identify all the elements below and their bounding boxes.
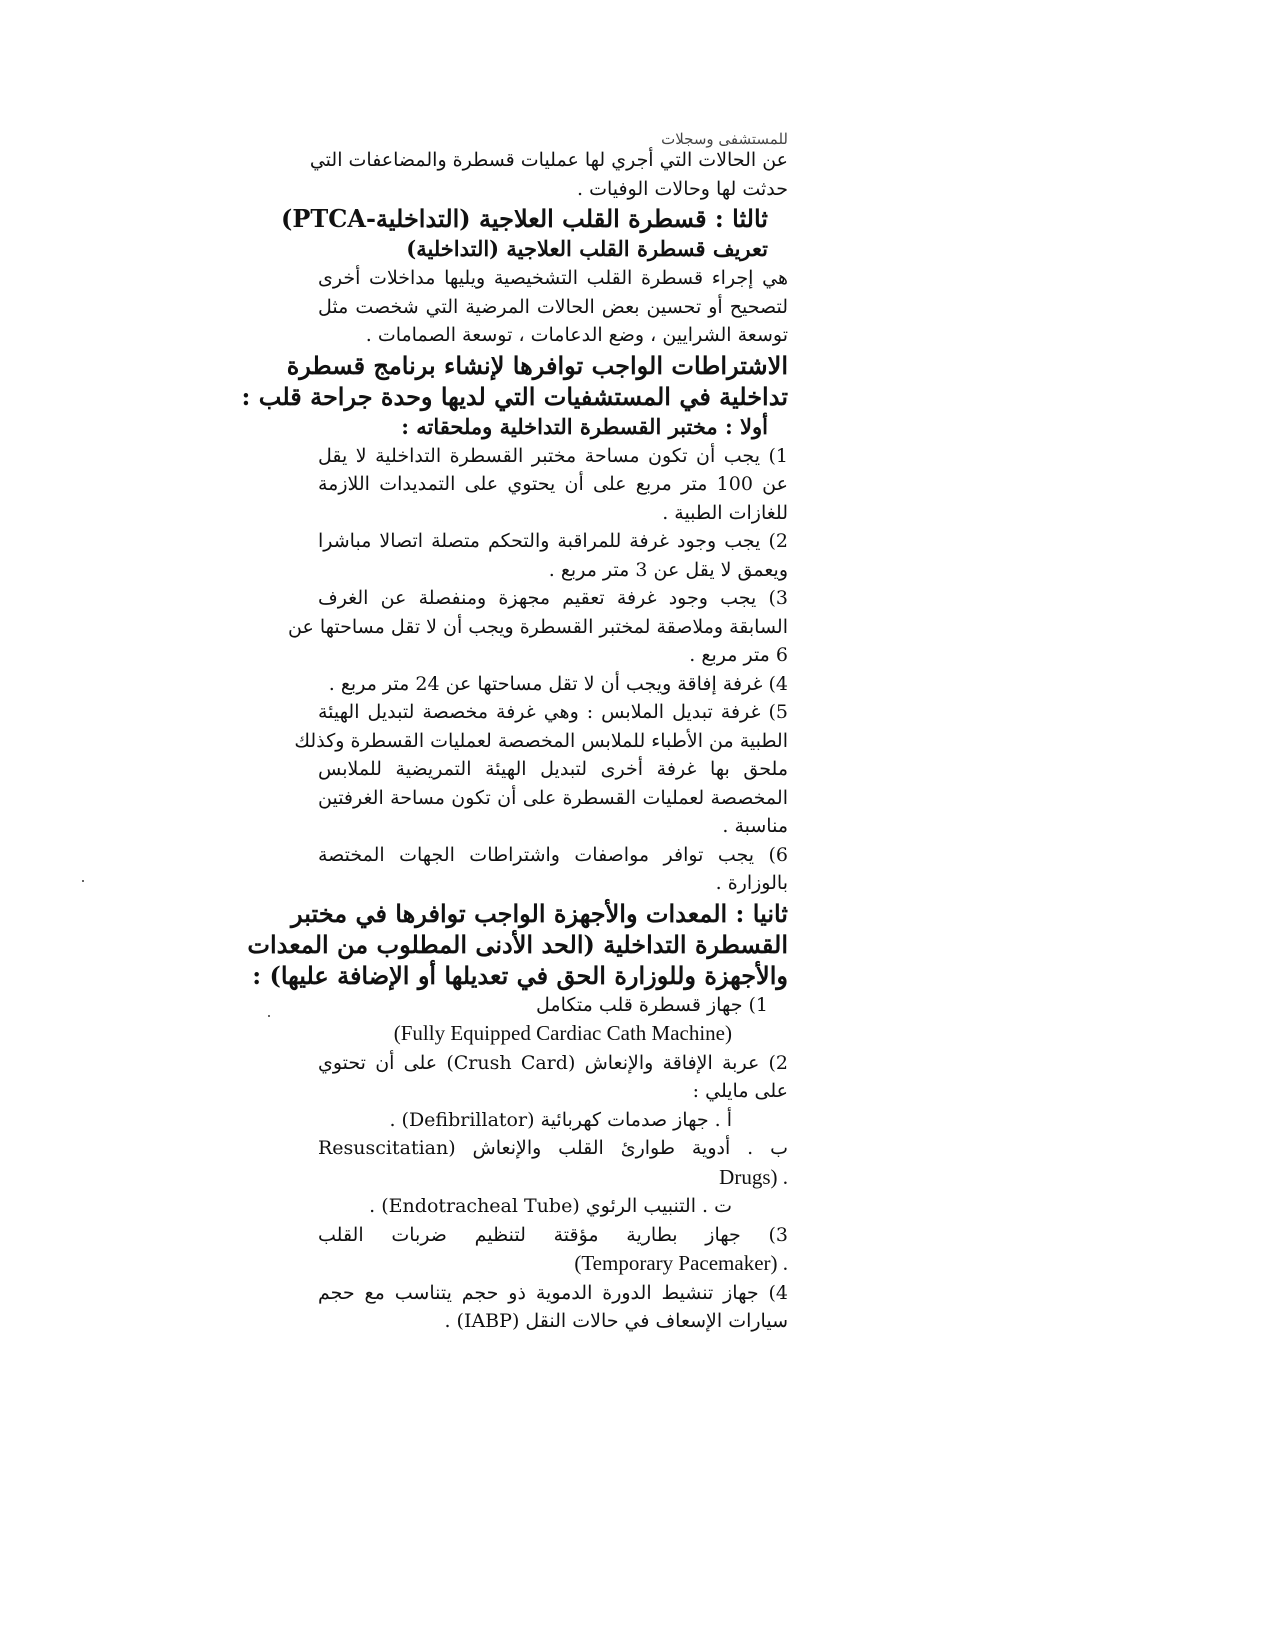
item-b-line: ب . أدوية طوارئ القلب والإنعاش (Resuscitatian bbox=[318, 1137, 788, 1159]
document-line: تعريف قسطرة القلب العلاجية (التداخلية) bbox=[406, 236, 768, 261]
document-line: توسعة الشرايين ، وضع الدعامات ، توسعة الصمامات . bbox=[365, 324, 788, 346]
document-line: تداخلية في المستشفيات التي لديها وحدة جراحة قلب : bbox=[241, 381, 788, 411]
document-line: 4) غرفة إفاقة ويجب أن لا تقل مساحتها عن 24 متر مربع . bbox=[328, 672, 788, 695]
document-line: 6 متر مربع . bbox=[689, 644, 788, 666]
document-line: ملحق بها غرفة أخرى لتبديل الهيئة التمريضية للملابس bbox=[318, 758, 788, 780]
document-line: السابقة وملاصقة لمختبر القسطرة ويجب أن لا تقل مساحتها عن bbox=[288, 615, 788, 638]
document-line: هي إجراء قسطرة القلب التشخيصية ويليها مداخلات أخرى bbox=[318, 267, 788, 289]
item-3-line-2 bbox=[318, 1249, 788, 1279]
document-line: القسطرة التداخلية (الحد الأدنى المطلوب من المعدات bbox=[247, 929, 788, 959]
document-line: أولا : مختبر القسطرة التداخلية وملحقاته : bbox=[401, 413, 768, 439]
document-line: ويعمق لا يقل عن 3 متر مربع . bbox=[548, 558, 788, 581]
machine-english-text: (Fully Equipped Cardiac Cath Machine) bbox=[393, 1021, 732, 1045]
document-line: حدثت لها وحالات الوفيات . bbox=[576, 177, 788, 200]
item-3-english-text: (Temporary Pacemaker) . bbox=[574, 1251, 788, 1275]
document-line: 5) غرفة تبديل الملابس : وهي غرفة مخصصة لتبديل الهيئة bbox=[318, 701, 788, 723]
document-line: المخصصة لعمليات القسطرة على أن تكون مساحة الغرفتين bbox=[318, 786, 788, 809]
document-line: الاشتراطات الواجب توافرها لإنشاء برنامج قسطرة bbox=[286, 350, 788, 380]
document-line: 2) يجب وجود غرفة للمراقبة والتحكم متصلة اتصالا مباشرا bbox=[318, 530, 788, 552]
document-line: 1) يجب أن تكون مساحة مختبر القسطرة التداخلية لا يقل bbox=[318, 444, 788, 467]
document-line: عن 100 متر مربع على أن يحتوي على التمديدات اللازمة bbox=[318, 473, 788, 495]
item-a-line: أ . جهاز صدمات كهربائية (Defibrillator) . bbox=[389, 1108, 732, 1131]
item-3-line: 3) جهاز بطارية مؤقتة لتنظيم ضربات القلب bbox=[318, 1223, 788, 1246]
document-line: 3) يجب وجود غرفة تعقيم مجهزة ومنفصلة عن الغرف bbox=[318, 587, 788, 609]
crash-cart-line-2: على مايلي : bbox=[692, 1080, 788, 1102]
document-lines bbox=[241, 146, 788, 1019]
crash-cart-line: 2) عربة الإفاقة والإنعاش (Crush Card) على أن تحتوي bbox=[318, 1051, 789, 1074]
document-line: لتصحيح أو تحسين بعض الحالات المرضية التي شخصت مثل bbox=[318, 295, 788, 318]
document-column bbox=[241, 130, 789, 1336]
document-line: ثانيا : المعدات والأجهزة الواجب توافرها في مختبر bbox=[291, 898, 788, 928]
item-4-line: 4) جهاز تنشيط الدورة الدموية ذو حجم يتناسب مع حجم bbox=[318, 1281, 788, 1304]
machine-english-line bbox=[318, 1019, 788, 1049]
document-line: بالوزارة . bbox=[715, 872, 788, 894]
item-4-line-2: سيارات الإسعاف في حالات النقل (IABP) . bbox=[444, 1310, 788, 1332]
document-line: 6) يجب توافر مواصفات واشتراطات الجهات المختصة bbox=[318, 843, 788, 866]
item-b-line-2 bbox=[318, 1163, 788, 1193]
document-line: الطبية من الأطباء للملابس المخصصة لعمليات القسطرة وكذلك bbox=[294, 729, 788, 752]
document-line: والأجهزة وللوزارة الحق في تعديلها أو الإضافة عليها) : bbox=[252, 960, 788, 990]
cut-top-line: للمستشفى وسجلات bbox=[661, 130, 788, 148]
item-b-english-text: Drugs) . bbox=[719, 1164, 788, 1189]
scan-speck bbox=[268, 1015, 270, 1017]
document-line: 1) جهاز قسطرة قلب متكامل bbox=[536, 993, 768, 1016]
scan-speck bbox=[82, 880, 84, 882]
document-line: عن الحالات التي أجري لها عمليات قسطرة والمضاعفات التي bbox=[309, 149, 788, 171]
item-c-line: ت . التنبيب الرئوي (Endotracheal Tube) . bbox=[369, 1195, 732, 1217]
document-line: مناسبة . bbox=[722, 815, 788, 837]
document-line: ثالثا : قسطرة القلب العلاجية (التداخلية-PTCA) bbox=[280, 204, 768, 233]
document-line: للغازات الطبية . bbox=[662, 501, 788, 524]
